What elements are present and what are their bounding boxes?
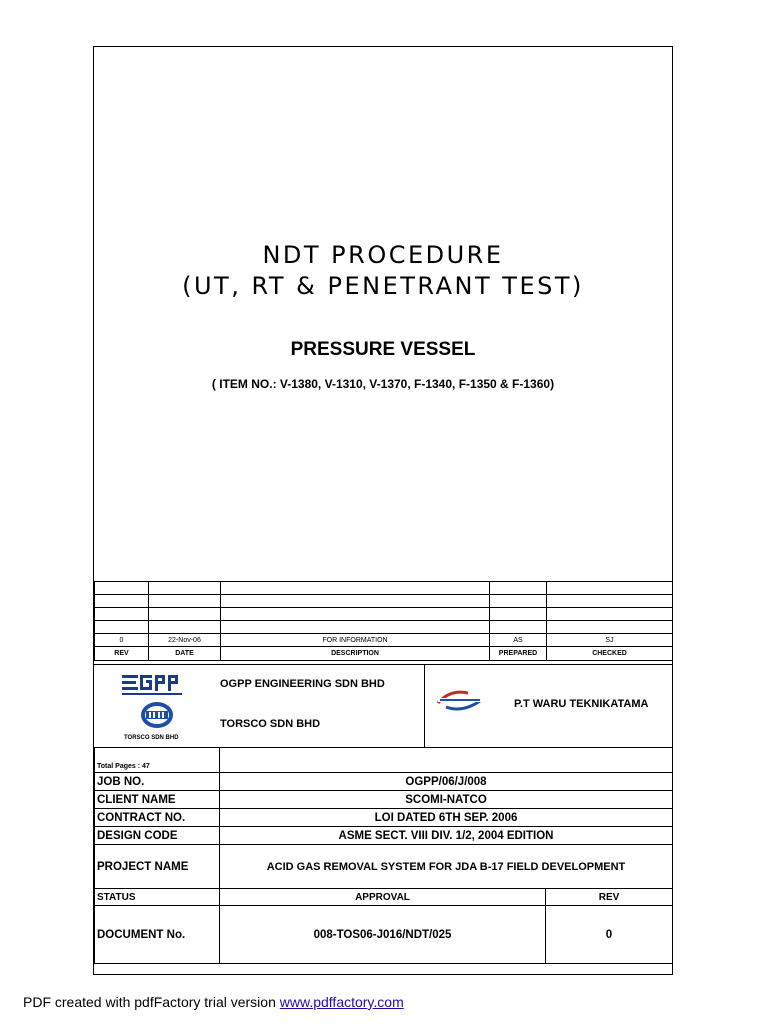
header-checked: CHECKED (547, 647, 673, 661)
ijm-logo-icon (140, 701, 174, 729)
document-info-table (94, 747, 673, 964)
document-frame (93, 46, 673, 975)
pdf-footer (23, 994, 404, 1010)
project-label: PROJECT NAME (95, 845, 220, 889)
company-waru: P.T WARU TEKNIKATAMA (514, 698, 649, 710)
revision-date: 22-Nov-06 (149, 634, 221, 647)
total-pages-blank (220, 748, 673, 773)
footer-text: PDF created with pdfFactory trial version (23, 994, 280, 1010)
revision-header-row (95, 647, 673, 661)
company-divider (424, 665, 425, 747)
company-torsco: TORSCO SDN BHD (220, 718, 321, 730)
document-row (95, 906, 673, 964)
item-numbers: ( ITEM NO.: V-1380, V-1310, V-1370, F-1340, F-1350 & F-1360) (211, 377, 555, 391)
design-code-label: DESIGN CODE (95, 827, 220, 845)
torsco-logo-caption: TORSCO SDN BHD (124, 735, 179, 741)
revision-blank-row (95, 621, 673, 634)
revision-description: FOR INFORMATION (221, 634, 490, 647)
pdffactory-link[interactable]: www.pdffactory.com (279, 994, 404, 1010)
project-value: ACID GAS REMOVAL SYSTEM FOR JDA B-17 FIELD DEVELOPMENT (220, 845, 673, 889)
job-no-label: JOB NO. (95, 773, 220, 791)
ogpp-logo-icon (122, 671, 184, 697)
header-date: DATE (149, 647, 221, 661)
total-pages-row (95, 748, 673, 773)
job-no-row (95, 773, 673, 791)
header-rev: REV (95, 647, 149, 661)
contract-value: LOI DATED 6TH SEP. 2006 (220, 809, 673, 827)
document-title-line1: NDT PROCEDURE (262, 241, 504, 269)
total-pages: Total Pages : 47 (95, 748, 220, 773)
document-label: DOCUMENT No. (95, 906, 220, 964)
document-rev: 0 (546, 906, 673, 964)
revision-blank-row (95, 608, 673, 621)
revision-table (94, 581, 673, 661)
revision-row (95, 634, 673, 647)
document-number: 008-TOS06-J016/NDT/025 (220, 906, 546, 964)
revision-prepared: AS (490, 634, 547, 647)
document-subtitle: PRESSURE VESSEL (290, 339, 476, 360)
header-description: DESCRIPTION (221, 647, 490, 661)
status-value: APPROVAL (220, 889, 546, 906)
design-code-row (95, 827, 673, 845)
project-row (95, 845, 673, 889)
company-block (94, 664, 672, 748)
client-value: SCOMI-NATCO (220, 791, 673, 809)
client-row (95, 791, 673, 809)
revision-rev: 0 (95, 634, 149, 647)
status-row (95, 889, 673, 906)
job-no-value: OGPP/06/J/008 (220, 773, 673, 791)
revision-checked: SJ (547, 634, 673, 647)
status-label: STATUS (95, 889, 220, 906)
contract-label: CONTRACT NO. (95, 809, 220, 827)
company-ogpp: OGPP ENGINEERING SDN BHD (220, 678, 385, 690)
waru-logo-icon (434, 687, 488, 713)
revision-blank-row (95, 582, 673, 595)
design-code-value: ASME SECT. VIII DIV. 1/2, 2004 EDITION (220, 827, 673, 845)
header-prepared: PREPARED (490, 647, 547, 661)
document-title-line2: (UT, RT & PENETRANT TEST) (182, 272, 584, 300)
revision-blank-row (95, 595, 673, 608)
client-label: CLIENT NAME (95, 791, 220, 809)
rev-label: REV (546, 889, 673, 906)
contract-row (95, 809, 673, 827)
